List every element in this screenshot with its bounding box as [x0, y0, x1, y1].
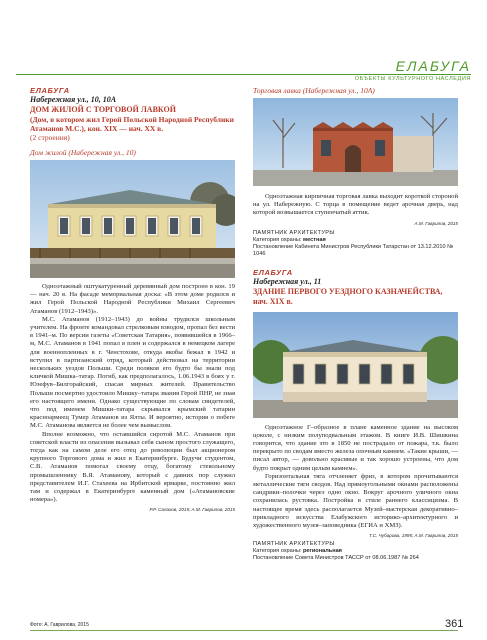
- right-article-body: [253, 424, 458, 531]
- section-title: ЕЛАБУГА: [395, 58, 471, 74]
- shop-illustration: [253, 98, 458, 186]
- left-article-body: [30, 283, 235, 504]
- category-label: Категория охраны:: [253, 236, 302, 243]
- treasury-illustration: [253, 312, 458, 418]
- object-title: ЗДАНИЕ ПЕРВОГО УЕЗДНОГО КАЗНАЧЕЙСТВА, нач. XIX в.: [253, 286, 443, 306]
- section-subtitle: ОБЪЕКТЫ КУЛЬТУРНОГО НАСЛЕДИЯ: [354, 76, 471, 82]
- house-illustration: [30, 160, 235, 278]
- right-column: [253, 86, 458, 562]
- monument-type: ПАМЯТНИК АРХИТЕКТУРЫ: [253, 229, 335, 236]
- city-heading: ЕЛАБУГА: [253, 267, 293, 277]
- left-paragraph: М.С. Атаманов (1912–1943) до войны трудился школьным учителем. На фронте командовал стрелковым взводом, пропал без вести в 1941–м. По версии газеты «Советская Татария», появившейся в 1966–м, М.С. Атаманов в 1941 попал в плен и содержался в немецком лагере для военнопленных в г. Ченстохове, откуда якобы бежал в 1942 и вступил в партизанский отряд, который действовал на территории нескольких уездов Польши. Среди поляков его будто бы знали под кличкой Мишка–татар. Погиб, как предполагалось, 1.06.1943 в боях у г. Юзефув–Билгорайский, спасая мирных жителей. Правительство Польши посмертно удостоило Мишку–татара звания Герой ПНР, не зная его настоящего имени. Однако существующие по словам свидетелей, что под именем Мишки–татара скрывался крымский татарин красноармеец Тумер Атаманов из Ялты. И вероятно, история о побеге М.С. Атаманова является не более чем вымыслом.: [30, 315, 235, 430]
- object-subtitle: (Дом, в котором жил Герой Польской Народной Республики Атаманов М.С.), кон. XIX — нач. XX в.: [30, 115, 234, 133]
- right-paragraph: Горизонтальная тяга отчленяет фриз, в котором прочитываются металлические тяги сводов. Над прямоугольными окнами расположены сандрики–полочки через одно окно. Вокруг арочного уличного окна сохранилась рустовка. Постройка в стиле раннего классицизма. В настоящее время здесь располагается Музей–мастерская декоративно–прикладного искусства Елабужского историко–архитектурного и художественного музея–заповедника (ЕГИА и ХМЗ).: [253, 472, 458, 530]
- decree-text: Постановление Кабинета Министров Республики Татарстан от 13.12.2010 № 1046: [253, 243, 454, 257]
- house-photo: [30, 160, 235, 278]
- right-top-body: [253, 193, 458, 218]
- protection-info: [253, 541, 458, 562]
- page-header: [0, 0, 487, 82]
- footer-photo-credit: Фото: А. Гаврилова, 2015: [30, 622, 89, 628]
- object-title: ДОМ ЖИЛОЙ С ТОРГОВОЙ ЛАВКОЙ: [30, 105, 176, 114]
- object-address: Набережная ул., 11: [253, 276, 322, 286]
- object-address: Набережная ул., 10, 10А: [30, 95, 117, 104]
- left-paragraph: Вполне возможно, что оставшийся сиротой М.С. Атаманов при советской власти из опасения вызывал себя сыном простого служащего, тогда как на самом деле его отец до революции был акционером крупного Торгового дома и жил в Екатеринбурге. Будучи студентом, С.В. Атаманов помогал своему отцу, богатому стекольному промышленнику В.Я. Атаманову, который с давних пор служил представителем И.Г. Стахеева на Ирбитской ярмарке, постоянно жил там и содержал в Екатеринбурге каменный дом («Атамановские номера»).: [30, 430, 235, 504]
- left-column: [30, 86, 235, 512]
- decree-text: Постановление Совета Министров ТАССР от 08.06.1987 № 264: [253, 555, 419, 562]
- category-value: региональная: [303, 548, 342, 555]
- header-divider: [16, 74, 471, 75]
- photo-caption: Торговая лавка (Набережная ул., 10А): [253, 86, 375, 95]
- right-paragraph: Одноэтажное Г–образное в плане каменное здание на высоком цоколе, с низким полуподвальным этажом. В книге И.В. Шишкина говорится, что здание это в 1850 не пострадало от пожара, т.к. было перекрыто по сводам вместо железа опочным камнем. «Такие крыши, — писал автор, — довольно красивые и так хорошо устроены, что дом будто покрыт одним целым камнем».: [253, 423, 458, 472]
- category-label: Категория охраны:: [253, 548, 302, 555]
- page-number: 361: [445, 618, 464, 630]
- object-note: (2 строения): [30, 133, 70, 142]
- photo-credit: А.М. Гаврилов, 2015: [414, 220, 458, 226]
- shop-photo: [253, 98, 458, 186]
- category-value: местная: [303, 236, 326, 243]
- photo-credit: Р.Р. Салахов, 2015; А.М. Гаврилов, 2015: [149, 507, 235, 513]
- photo-caption: Дом жилой (Набережная ул., 10): [30, 148, 136, 157]
- city-heading: ЕЛАБУГА: [30, 86, 70, 95]
- photo-credit: Т.С. Чубарова, 1995; А.М. Гаврилов, 2015: [369, 533, 458, 539]
- protection-info: [253, 230, 458, 258]
- right-paragraph: Одноэтажная кирпичная торговая лавка выходит короткой стороной на ул. Набережную. С торца в помещение ведет арочная дверь, над которой возвышается ступенчатый аттик.: [253, 193, 458, 217]
- footer-divider: [30, 630, 458, 631]
- treasury-photo: [253, 312, 458, 418]
- left-paragraph: Одноэтажный оштукатуренный деревянный дом построен в кон. 19 — нач. 20 в. На фасаде мемориальная доска: «В этом доме родился и жил Герой Польской Народной Республики Михаил Сергеевич Атаманов (1912–1943)».: [30, 283, 235, 315]
- monument-type: ПАМЯТНИК АРХИТЕКТУРЫ: [253, 541, 335, 548]
